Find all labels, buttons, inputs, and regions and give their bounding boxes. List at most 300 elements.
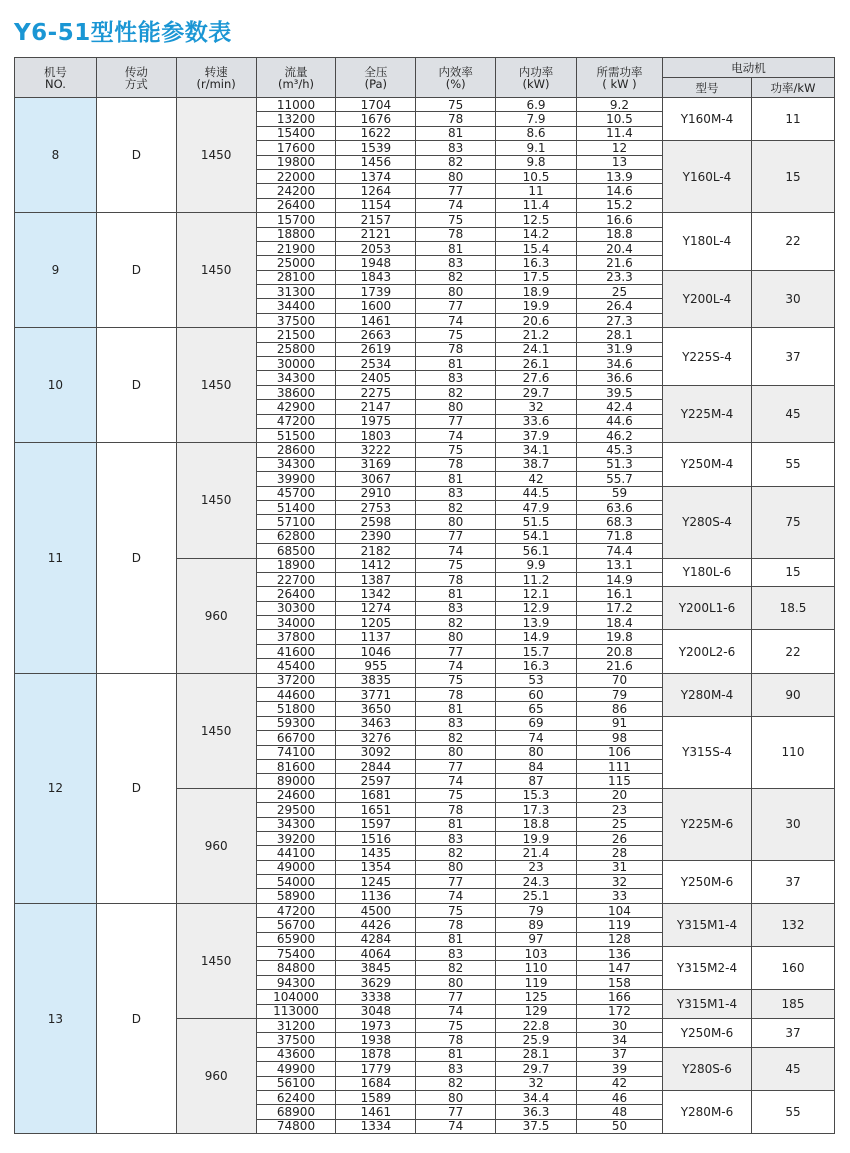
required-power-value: 25 <box>576 285 662 299</box>
internal-power-value: 11.2 <box>496 572 577 586</box>
internal-power-value: 19.9 <box>496 831 577 845</box>
efficiency-value: 78 <box>416 112 496 126</box>
required-power-value: 33 <box>576 889 662 903</box>
pressure-value: 2405 <box>336 371 416 385</box>
efficiency-value: 77 <box>416 1105 496 1119</box>
header-internal-power: 内功率 (kW) <box>496 58 577 98</box>
motor-power: 18.5 <box>752 587 835 630</box>
motor-power: 55 <box>752 443 835 486</box>
flow-value: 37500 <box>256 1033 336 1047</box>
required-power-value: 31 <box>576 860 662 874</box>
internal-power-value: 33.6 <box>496 414 577 428</box>
required-power-value: 18.8 <box>576 227 662 241</box>
flow-value: 24600 <box>256 788 336 802</box>
motor-power: 37 <box>752 1019 835 1048</box>
flow-value: 68500 <box>256 544 336 558</box>
internal-power-value: 9.8 <box>496 155 577 169</box>
motor-model: Y315M1-4 <box>662 903 751 946</box>
pressure-value: 1387 <box>336 572 416 586</box>
required-power-value: 111 <box>576 759 662 773</box>
efficiency-value: 81 <box>416 472 496 486</box>
flow-value: 38600 <box>256 385 336 399</box>
required-power-value: 18.4 <box>576 616 662 630</box>
header-motor-model: 型号 <box>662 78 751 98</box>
flow-value: 22000 <box>256 169 336 183</box>
internal-power-value: 74 <box>496 731 577 745</box>
pressure-value: 2534 <box>336 357 416 371</box>
pressure-value: 1136 <box>336 889 416 903</box>
required-power-value: 26.4 <box>576 299 662 313</box>
required-power-value: 39.5 <box>576 385 662 399</box>
header-speed: 转速 (r/min) <box>176 58 256 98</box>
motor-model: Y180L-6 <box>662 558 751 587</box>
motor-model: Y225M-4 <box>662 385 751 443</box>
internal-power-value: 34.4 <box>496 1090 577 1104</box>
efficiency-value: 74 <box>416 659 496 673</box>
drive-type: D <box>96 903 176 1133</box>
required-power-value: 23.3 <box>576 270 662 284</box>
required-power-value: 19.8 <box>576 630 662 644</box>
efficiency-value: 77 <box>416 299 496 313</box>
motor-model: Y250M-4 <box>662 443 751 486</box>
pressure-value: 1516 <box>336 831 416 845</box>
flow-value: 19800 <box>256 155 336 169</box>
required-power-value: 42.4 <box>576 400 662 414</box>
internal-power-value: 12.9 <box>496 601 577 615</box>
motor-power: 11 <box>752 98 835 141</box>
flow-value: 25800 <box>256 342 336 356</box>
pressure-value: 1245 <box>336 875 416 889</box>
internal-power-value: 65 <box>496 702 577 716</box>
efficiency-value: 82 <box>416 1076 496 1090</box>
efficiency-value: 82 <box>416 961 496 975</box>
motor-model: Y160L-4 <box>662 141 751 213</box>
flow-value: 24200 <box>256 184 336 198</box>
motor-model: Y200L-4 <box>662 270 751 328</box>
pressure-value: 2598 <box>336 515 416 529</box>
required-power-value: 104 <box>576 903 662 917</box>
efficiency-value: 77 <box>416 184 496 198</box>
efficiency-value: 82 <box>416 155 496 169</box>
pressure-value: 3338 <box>336 990 416 1004</box>
internal-power-value: 29.7 <box>496 385 577 399</box>
flow-value: 74100 <box>256 745 336 759</box>
required-power-value: 16.6 <box>576 213 662 227</box>
flow-value: 62400 <box>256 1090 336 1104</box>
required-power-value: 10.5 <box>576 112 662 126</box>
flow-value: 37200 <box>256 673 336 687</box>
flow-value: 15700 <box>256 213 336 227</box>
motor-model: Y280S-4 <box>662 486 751 558</box>
pressure-value: 3629 <box>336 975 416 989</box>
required-power-value: 20 <box>576 788 662 802</box>
rotation-speed: 960 <box>176 558 256 673</box>
efficiency-value: 82 <box>416 846 496 860</box>
efficiency-value: 78 <box>416 803 496 817</box>
required-power-value: 9.2 <box>576 98 662 112</box>
efficiency-value: 82 <box>416 385 496 399</box>
efficiency-value: 77 <box>416 990 496 1004</box>
pressure-value: 2597 <box>336 774 416 788</box>
flow-value: 41600 <box>256 644 336 658</box>
pressure-value: 1739 <box>336 285 416 299</box>
rotation-speed: 1450 <box>176 673 256 788</box>
efficiency-value: 75 <box>416 98 496 112</box>
pressure-value: 3650 <box>336 702 416 716</box>
efficiency-value: 77 <box>416 759 496 773</box>
flow-value: 26400 <box>256 198 336 212</box>
efficiency-value: 81 <box>416 932 496 946</box>
efficiency-value: 82 <box>416 500 496 514</box>
pressure-value: 1589 <box>336 1090 416 1104</box>
internal-power-value: 44.5 <box>496 486 577 500</box>
internal-power-value: 9.1 <box>496 141 577 155</box>
pressure-value: 3771 <box>336 688 416 702</box>
required-power-value: 68.3 <box>576 515 662 529</box>
efficiency-value: 77 <box>416 644 496 658</box>
required-power-value: 21.6 <box>576 256 662 270</box>
required-power-value: 128 <box>576 932 662 946</box>
pressure-value: 1622 <box>336 126 416 140</box>
motor-model: Y180L-4 <box>662 213 751 271</box>
table-header <box>15 58 835 98</box>
internal-power-value: 42 <box>496 472 577 486</box>
internal-power-value: 47.9 <box>496 500 577 514</box>
table-row <box>15 673 835 687</box>
flow-value: 15400 <box>256 126 336 140</box>
motor-power: 22 <box>752 630 835 673</box>
internal-power-value: 87 <box>496 774 577 788</box>
drive-type: D <box>96 213 176 328</box>
required-power-value: 172 <box>576 1004 662 1018</box>
required-power-value: 158 <box>576 975 662 989</box>
header-motor: 电动机 <box>662 58 834 78</box>
flow-value: 42900 <box>256 400 336 414</box>
flow-value: 51400 <box>256 500 336 514</box>
efficiency-value: 78 <box>416 1033 496 1047</box>
motor-model: Y280M-4 <box>662 673 751 716</box>
header-efficiency: 内效率 (%) <box>416 58 496 98</box>
pressure-value: 3169 <box>336 457 416 471</box>
internal-power-value: 36.3 <box>496 1105 577 1119</box>
efficiency-value: 75 <box>416 903 496 917</box>
flow-value: 51800 <box>256 702 336 716</box>
flow-value: 34000 <box>256 616 336 630</box>
flow-value: 18800 <box>256 227 336 241</box>
motor-model: Y280M-6 <box>662 1090 751 1133</box>
flow-value: 54000 <box>256 875 336 889</box>
flow-value: 47200 <box>256 903 336 917</box>
required-power-value: 48 <box>576 1105 662 1119</box>
pressure-value: 1676 <box>336 112 416 126</box>
efficiency-value: 80 <box>416 515 496 529</box>
internal-power-value: 119 <box>496 975 577 989</box>
internal-power-value: 7.9 <box>496 112 577 126</box>
internal-power-value: 11.4 <box>496 198 577 212</box>
motor-model: Y250M-6 <box>662 1019 751 1048</box>
efficiency-value: 74 <box>416 1004 496 1018</box>
page-title: Y6-51型性能参数表 <box>14 20 232 46</box>
pressure-value: 3048 <box>336 1004 416 1018</box>
efficiency-value: 83 <box>416 601 496 615</box>
header-motor-power: 功率/kW <box>752 78 835 98</box>
required-power-value: 13.9 <box>576 169 662 183</box>
efficiency-value: 75 <box>416 788 496 802</box>
pressure-value: 1264 <box>336 184 416 198</box>
motor-power: 90 <box>752 673 835 716</box>
drive-type: D <box>96 673 176 903</box>
required-power-value: 50 <box>576 1119 662 1133</box>
motor-power: 15 <box>752 558 835 587</box>
efficiency-value: 75 <box>416 558 496 572</box>
pressure-value: 2182 <box>336 544 416 558</box>
efficiency-value: 81 <box>416 126 496 140</box>
flow-value: 81600 <box>256 759 336 773</box>
motor-model: Y225S-4 <box>662 328 751 386</box>
pressure-value: 3276 <box>336 731 416 745</box>
pressure-value: 2053 <box>336 241 416 255</box>
motor-power: 185 <box>752 990 835 1019</box>
internal-power-value: 17.3 <box>496 803 577 817</box>
internal-power-value: 79 <box>496 903 577 917</box>
required-power-value: 13 <box>576 155 662 169</box>
internal-power-value: 80 <box>496 745 577 759</box>
efficiency-value: 78 <box>416 572 496 586</box>
flow-value: 22700 <box>256 572 336 586</box>
pressure-value: 1975 <box>336 414 416 428</box>
efficiency-value: 81 <box>416 1047 496 1061</box>
efficiency-value: 75 <box>416 328 496 342</box>
pressure-value: 1342 <box>336 587 416 601</box>
flow-value: 75400 <box>256 947 336 961</box>
efficiency-value: 82 <box>416 270 496 284</box>
flow-value: 44600 <box>256 688 336 702</box>
internal-power-value: 21.2 <box>496 328 577 342</box>
required-power-value: 37 <box>576 1047 662 1061</box>
efficiency-value: 75 <box>416 443 496 457</box>
internal-power-value: 12.5 <box>496 213 577 227</box>
pressure-value: 1597 <box>336 817 416 831</box>
internal-power-value: 18.9 <box>496 285 577 299</box>
flow-value: 44100 <box>256 846 336 860</box>
pressure-value: 1681 <box>336 788 416 802</box>
efficiency-value: 78 <box>416 227 496 241</box>
pressure-value: 1205 <box>336 616 416 630</box>
motor-power: 160 <box>752 947 835 990</box>
flow-value: 21900 <box>256 241 336 255</box>
internal-power-value: 10.5 <box>496 169 577 183</box>
required-power-value: 26 <box>576 831 662 845</box>
internal-power-value: 20.6 <box>496 313 577 327</box>
internal-power-value: 60 <box>496 688 577 702</box>
pressure-value: 3845 <box>336 961 416 975</box>
required-power-value: 70 <box>576 673 662 687</box>
internal-power-value: 15.4 <box>496 241 577 255</box>
motor-model: Y250M-6 <box>662 860 751 903</box>
rotation-speed: 960 <box>176 1019 256 1134</box>
efficiency-value: 74 <box>416 428 496 442</box>
pressure-value: 1334 <box>336 1119 416 1133</box>
flow-value: 31300 <box>256 285 336 299</box>
pressure-value: 1779 <box>336 1062 416 1076</box>
machine-number: 12 <box>15 673 97 903</box>
efficiency-value: 74 <box>416 198 496 212</box>
internal-power-value: 54.1 <box>496 529 577 543</box>
motor-model: Y315S-4 <box>662 716 751 788</box>
pressure-value: 1461 <box>336 313 416 327</box>
machine-number: 11 <box>15 443 97 673</box>
pressure-value: 1651 <box>336 803 416 817</box>
efficiency-value: 82 <box>416 616 496 630</box>
flow-value: 113000 <box>256 1004 336 1018</box>
required-power-value: 28 <box>576 846 662 860</box>
flow-value: 56700 <box>256 918 336 932</box>
motor-model: Y160M-4 <box>662 98 751 141</box>
internal-power-value: 97 <box>496 932 577 946</box>
internal-power-value: 13.9 <box>496 616 577 630</box>
pressure-value: 1600 <box>336 299 416 313</box>
required-power-value: 39 <box>576 1062 662 1076</box>
flow-value: 57100 <box>256 515 336 529</box>
flow-value: 45400 <box>256 659 336 673</box>
rotation-speed: 1450 <box>176 443 256 558</box>
header-drive: 传动 方式 <box>96 58 176 98</box>
pressure-value: 3067 <box>336 472 416 486</box>
flow-value: 62800 <box>256 529 336 543</box>
flow-value: 104000 <box>256 990 336 1004</box>
efficiency-value: 81 <box>416 817 496 831</box>
internal-power-value: 53 <box>496 673 577 687</box>
flow-value: 39900 <box>256 472 336 486</box>
pressure-value: 1938 <box>336 1033 416 1047</box>
required-power-value: 147 <box>576 961 662 975</box>
pressure-value: 1539 <box>336 141 416 155</box>
pressure-value: 4064 <box>336 947 416 961</box>
efficiency-value: 83 <box>416 256 496 270</box>
efficiency-value: 74 <box>416 889 496 903</box>
flow-value: 45700 <box>256 486 336 500</box>
efficiency-value: 78 <box>416 688 496 702</box>
required-power-value: 79 <box>576 688 662 702</box>
internal-power-value: 9.9 <box>496 558 577 572</box>
internal-power-value: 19.9 <box>496 299 577 313</box>
efficiency-value: 83 <box>416 947 496 961</box>
motor-power: 37 <box>752 860 835 903</box>
pressure-value: 1684 <box>336 1076 416 1090</box>
flow-value: 34300 <box>256 817 336 831</box>
required-power-value: 27.3 <box>576 313 662 327</box>
flow-value: 34400 <box>256 299 336 313</box>
efficiency-value: 83 <box>416 1062 496 1076</box>
pressure-value: 2275 <box>336 385 416 399</box>
motor-power: 37 <box>752 328 835 386</box>
flow-value: 43600 <box>256 1047 336 1061</box>
required-power-value: 51.3 <box>576 457 662 471</box>
flow-value: 18900 <box>256 558 336 572</box>
pressure-value: 2844 <box>336 759 416 773</box>
table-row <box>15 328 835 342</box>
required-power-value: 20.8 <box>576 644 662 658</box>
motor-power: 15 <box>752 141 835 213</box>
table-row <box>15 98 835 112</box>
motor-power: 132 <box>752 903 835 946</box>
efficiency-value: 80 <box>416 860 496 874</box>
pressure-value: 1456 <box>336 155 416 169</box>
efficiency-value: 75 <box>416 213 496 227</box>
pressure-value: 1704 <box>336 98 416 112</box>
flow-value: 56100 <box>256 1076 336 1090</box>
machine-number: 10 <box>15 328 97 443</box>
required-power-value: 25 <box>576 817 662 831</box>
flow-value: 17600 <box>256 141 336 155</box>
required-power-value: 55.7 <box>576 472 662 486</box>
pressure-value: 2910 <box>336 486 416 500</box>
required-power-value: 32 <box>576 875 662 889</box>
efficiency-value: 82 <box>416 731 496 745</box>
header-pressure: 全压 (Pa) <box>336 58 416 98</box>
required-power-value: 16.1 <box>576 587 662 601</box>
pressure-value: 1435 <box>336 846 416 860</box>
efficiency-value: 78 <box>416 457 496 471</box>
flow-value: 30300 <box>256 601 336 615</box>
required-power-value: 28.1 <box>576 328 662 342</box>
efficiency-value: 74 <box>416 1119 496 1133</box>
efficiency-value: 74 <box>416 544 496 558</box>
pressure-value: 2753 <box>336 500 416 514</box>
internal-power-value: 25.1 <box>496 889 577 903</box>
motor-power: 30 <box>752 788 835 860</box>
efficiency-value: 81 <box>416 587 496 601</box>
motor-model: Y280S-6 <box>662 1047 751 1090</box>
flow-value: 28100 <box>256 270 336 284</box>
pressure-value: 3835 <box>336 673 416 687</box>
efficiency-value: 78 <box>416 342 496 356</box>
required-power-value: 166 <box>576 990 662 1004</box>
pressure-value: 1354 <box>336 860 416 874</box>
pressure-value: 4500 <box>336 903 416 917</box>
required-power-value: 59 <box>576 486 662 500</box>
efficiency-value: 77 <box>416 529 496 543</box>
required-power-value: 98 <box>576 731 662 745</box>
flow-value: 51500 <box>256 428 336 442</box>
motor-model: Y225M-6 <box>662 788 751 860</box>
flow-value: 11000 <box>256 98 336 112</box>
internal-power-value: 51.5 <box>496 515 577 529</box>
drive-type: D <box>96 328 176 443</box>
machine-number: 13 <box>15 903 97 1133</box>
pressure-value: 2663 <box>336 328 416 342</box>
pressure-value: 2390 <box>336 529 416 543</box>
flow-value: 58900 <box>256 889 336 903</box>
motor-power: 110 <box>752 716 835 788</box>
required-power-value: 14.9 <box>576 572 662 586</box>
internal-power-value: 6.9 <box>496 98 577 112</box>
flow-value: 39200 <box>256 831 336 845</box>
flow-value: 89000 <box>256 774 336 788</box>
table-row <box>15 213 835 227</box>
efficiency-value: 80 <box>416 745 496 759</box>
internal-power-value: 27.6 <box>496 371 577 385</box>
required-power-value: 115 <box>576 774 662 788</box>
flow-value: 31200 <box>256 1019 336 1033</box>
rotation-speed: 1450 <box>176 213 256 328</box>
internal-power-value: 84 <box>496 759 577 773</box>
required-power-value: 119 <box>576 918 662 932</box>
internal-power-value: 110 <box>496 961 577 975</box>
required-power-value: 46.2 <box>576 428 662 442</box>
pressure-value: 4426 <box>336 918 416 932</box>
internal-power-value: 32 <box>496 400 577 414</box>
